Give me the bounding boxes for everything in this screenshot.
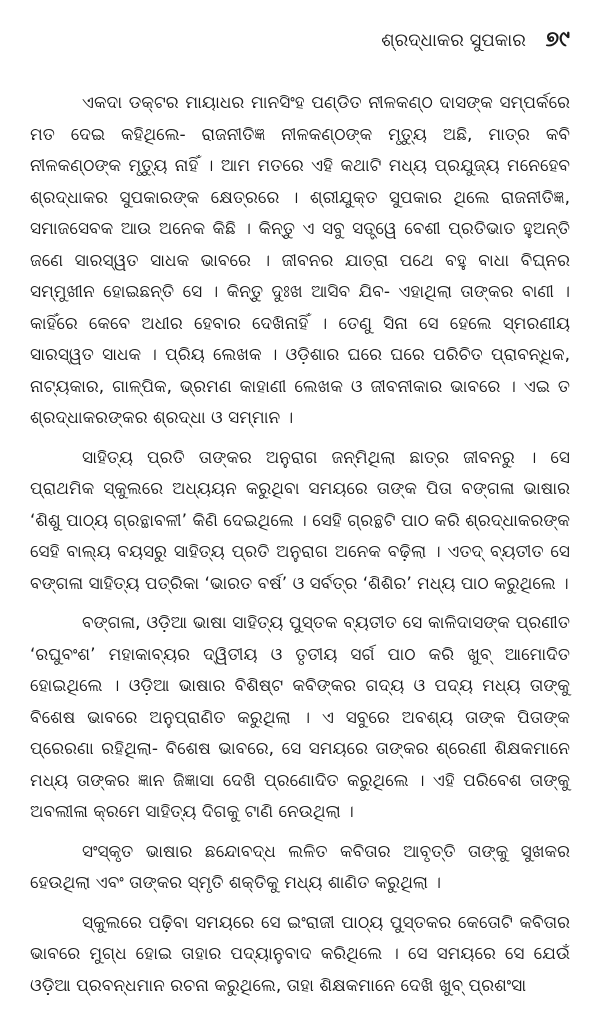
page-number: ୭୯ xyxy=(545,27,570,52)
paragraph: ସାହିତ୍ୟ ପ୍ରତି ତାଙ୍କର ଅନୁରାଗ ଜନ୍ମିଥିଲା ଛାତ୍ର ଜୀବନରୁ । ସେ ପ୍ରାଥମିକ ସ୍କୁଲରେ ଅଧ୍ୟୟନ କରୁଥିବା ସମୟରେ ତାଙ୍କ ପିତା ବଙ୍ଗଳା ଭାଷାର ‘ଶିଶୁ ପାଠ୍ୟ ଗ୍ରନ୍ଥାବଳୀ’ କିଣି ଦେଇଥିଲେ । ସେହି ଗ୍ରନ୍ଥଟି ପାଠ କରି ଶ୍ରଦ୍ଧାକରଙ୍କ ସେହି ବାଲ୍ୟ ବୟସରୁ ସାହିତ୍ୟ ପ୍ରତି ଅନୁରାଗ ଅନେକ ବଢ଼ିଲା । ଏତଦ୍ ବ୍ୟତୀତ ସେ ବଙ୍ଗଳା ସାହିତ୍ୟ ପତ୍ରିକା ‘ଭାରତ ବର୍ଷ’ ଓ ସର୍ବତ୍ର ‘ଶିଶିର’ ମଧ୍ୟ ପାଠ କରୁଥିଲେ । xyxy=(30,447,570,594)
paragraph: ଏକଦା ଡକ୍ଟର ମାୟାଧର ମାନସିଂହ ପଣ୍ଡିତ ନୀଳକଣ୍ଠ ଦାସଙ୍କ ସମ୍ପର୍କରେ ମତ ଦେଇ କହିଥିଲେ- ରାଜନୀତିଜ୍ଞ ନୀଳକଣ୍ଠଙ୍କ ମୃତ୍ୟୁ ଅଛି, ମାତ୍ର କବି ନୀଳକଣ୍ଠଙ୍କ ମୃତ୍ୟୁ ନାହିଁ । ଆମ ମତରେ ଏହି କଥାଟି ମଧ୍ୟ ପ୍ରଯୁଜ୍ୟ ମନେହେବ ଶ୍ରଦ୍ଧାକର ସୁପକାରଙ୍କ କ୍ଷେତ୍ରରେ । ଶ୍ରୀଯୁକ୍ତ ସୁପକାର ଥିଲେ ରାଜନୀତିଜ୍ଞ, ସମାଜସେବକ ଆଉ ଅନେକ କିଛି । କିନ୍ତୁ ଏ ସବୁ ସତ୍ତ୍ୱେ ବେଶୀ ପ୍ରତିଭାତ ହୁଅନ୍ତି ଜଣେ ସାରସ୍ୱତ ସାଧକ ଭାବରେ । ଜୀବନର ଯାତ୍ରା ପଥେ ବହୁ ବାଧା ବିଘ୍ନର ସମ୍ମୁଖୀନ ହୋଇଛନ୍ତି ସେ । କିନ୍ତୁ ଦୁଃଖ ଆସିବ ଯିବ- ଏହାଥିଲା ତାଙ୍କର ବାଣୀ । କାହିଁରେ କେବେ ଅଧୀର ହେବାର ଦେଖିନାହିଁ । ତେଣୁ ସିନା ସେ ହେଲେ ସ୍ମରଣୀୟ ସାରସ୍ୱତ ସାଧକ । ପ୍ରିୟ ଲେଖକ । ଓଡ଼ିଶାର ଘରେ ଘରେ ପରିଚିତ ପ୍ରାବନ୍ଧିକ, ନାଟ୍ୟକାର, ଗାଳ୍ପିକ, ଭ୍ରମଣ କାହାଣୀ ଲେଖକ ଓ ଜୀବନୀକାର ଭାବରେ । ଏଇ ତ ଶ୍ରଦ୍ଧାକରଙ୍କର ଶ୍ରଦ୍ଧା ଓ ସମ୍ମାନ । xyxy=(30,93,570,428)
body-text xyxy=(30,88,570,1010)
paragraph: ସ୍କୁଲରେ ପଢ଼ିବା ସମୟରେ ସେ ଇଂରାଜୀ ପାଠ୍ୟ ପୁସ୍ତକର କେତୋଟି କବିତାର ଭାବରେ ମୁଗ୍ଧ ହୋଇ ତାହାର ପଦ୍ୟାନୁବାଦ କରିଥିଲେ । ସେ ସମୟରେ ସେ ଯେଉଁ ଓଡ଼ିଆ ପ୍ରବନ୍ଧମାନ ରଚନା କରୁଥିଲେ, ତାହା ଶିକ୍ଷକମାନେ ଦେଖି ଖୁବ୍ ପ୍ରଶଂସା xyxy=(30,912,570,996)
running-title: ଶ୍ରଦ୍ଧାକର ସୁପକାର xyxy=(381,30,526,51)
paragraph: ସଂସ୍କୃତ ଭାଷାର ଛନ୍ଦୋବଦ୍ଧ ଲଳିତ କବିତାର ଆବୃତ୍ତି ତାଙ୍କୁ ସୁଖକର ହେଉଥିଲା ଏବଂ ତାଙ୍କର ସ୍ମୃତି ଶକ୍ତିକୁ ମଧ୍ୟ ଶାଣିତ କରୁଥିଲା । xyxy=(30,841,570,893)
paragraph: ବଙ୍ଗଳା, ଓଡ଼ିଆ ଭାଷା ସାହିତ୍ୟ ପୁସ୍ତକ ବ୍ୟତୀତ ସେ କାଳିଦାସଙ୍କ ପ୍ରଣୀତ ‘ରଘୁବଂଶ’ ମହାକାବ୍ୟର ଦ୍ୱିତୀୟ ଓ ତୃତୀୟ ସର୍ଗ ପାଠ କରି ଖୁବ୍ ଆମୋଦିତ ହୋଇଥିଲେ । ଓଡ଼ିଆ ଭାଷାର ବିଶିଷ୍ଟ କବିଙ୍କର ଗଦ୍ୟ ଓ ପଦ୍ୟ ମଧ୍ୟ ତାଙ୍କୁ ବିଶେଷ ଭାବରେ ଅନୁପ୍ରାଣିତ କରୁଥିଲା । ଏ ସବୁରେ ଅବଶ୍ୟ ତାଙ୍କ ପିତାଙ୍କ ପ୍ରେରଣା ରହିଥିଲା- ବିଶେଷ ଭାବରେ, ସେ ସମୟରେ ତାଙ୍କର ଶ୍ରେଣୀ ଶିକ୍ଷକମାନେ ମଧ୍ୟ ତାଙ୍କର ଜ୍ଞାନ ଜିଜ୍ଞାସା ଦେଖି ପ୍ରଣୋଦିତ କରୁଥିଲେ । ଏହି ପରିବେଶ ତାଙ୍କୁ ଅବଲୀଳା କ୍ରମେ ସାହିତ୍ୟ ଦିଗକୁ ଟାଣି ନେଉଥିଲା । xyxy=(30,613,570,822)
running-header xyxy=(381,28,570,53)
